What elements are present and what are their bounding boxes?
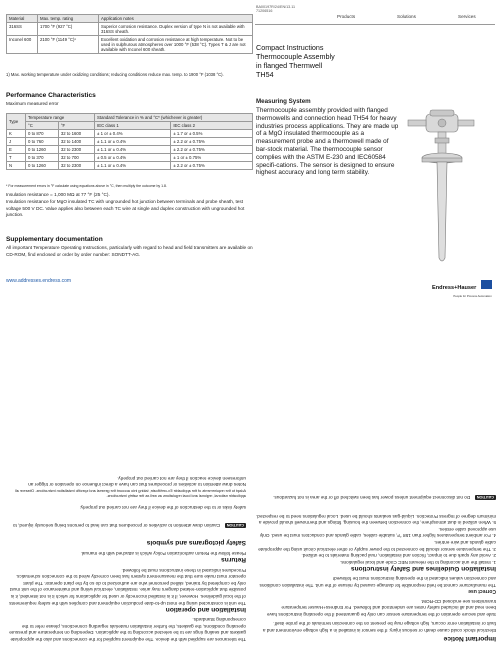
insulation-text-1: Insulation resistance = 1,000 MΩ at 77 °F (25 °C). (6, 192, 110, 197)
table-cell: 0 to 1260 (26, 162, 59, 170)
table-cell: 2100 °F (1149 °C)¹ (38, 36, 99, 54)
rotated-left-column (256, 491, 496, 642)
table-cell: ± 2.2 or ± 0.75% (171, 162, 253, 170)
table-header: Type (7, 114, 26, 130)
table-cell: 32 to 2300 (58, 146, 94, 154)
table-cell: 0 to 370 (26, 154, 59, 162)
table-cell: 1700 °F (927 °C) (38, 23, 99, 36)
table-header-row (7, 114, 253, 122)
mirrored-certificate-text: Adapt to the requirements of the applicable Ex-certificate, taking into account the general and specific installation instructions. Observe all applicable national, regional and local regulations as well as the safety instructions. (15, 489, 246, 499)
doc-id: BA00197R/24/EN/13.11 71206516 (256, 5, 296, 14)
brand-logo (432, 276, 492, 298)
table-cell: ± 1.7 or ± 0.5% (171, 130, 253, 138)
supplementary-title: Supplementary documentation (6, 236, 103, 243)
materials-footnote: 1) Max. working temperature under oxidizing conditions; reducing conditions reduce max. temp. to 1900 °F (1038 °C). (6, 72, 224, 77)
installation-title: Installation Guidelines and Safety instructions (350, 564, 496, 572)
table-subheader: °F (58, 122, 94, 130)
important-notice-text: Electrical shock could cause death or serious injury. If the sensor is installed in a high voltage environment and a fault or installation error occurs, high voltage may be present on the connection terminals of the probe itself. (262, 621, 496, 633)
table-row (7, 154, 253, 162)
table-header: Temperature range (26, 114, 95, 122)
rotated-right-column (6, 474, 246, 642)
table-subheader: IEC class 2 (171, 122, 253, 130)
table-subheader: °C (26, 122, 59, 130)
table-cell: ± 1 or ± 0.75% (171, 154, 253, 162)
install-item: 4. For ambient temperatures higher than 158 °F, suitable cables, cable glands and conductors must be used. Only use approved cable entries. (259, 526, 496, 539)
caution-badge: CAUTION (476, 495, 494, 500)
install-item: 3. The temperature sensor should be connected to the power supply or other electrical circuit using the appropriate cable glands and wire entries. (258, 540, 496, 552)
table-cell: 0 to 760 (26, 138, 59, 146)
logo-wordmark: Endress+Hauser (432, 285, 477, 291)
table-row (7, 162, 253, 170)
safety-pictograms-title: Safety pictograms and symbols (146, 539, 246, 547)
nav-solutions[interactable]: Solutions (397, 14, 416, 19)
installation-operation-text: The unit is constructed using the most up-to-date production equipment and complies with the safety requirements of the local guidelines. However, if it is installed incorrectly or used for applications for which it is not intended, it is possible that application-related dangers may arise. Installation, electrical wiring and maintenance of the unit must only be completed by trained, skilled personnel who are authorized to do so by the plant operator. The plant operator must make sure that the measurement system has been correctly wired to the connection schematics. Procedures indicated in these instructions must be followed. (9, 567, 246, 606)
title-line-1: Compact Instructions (256, 43, 324, 52)
table-header: Standard Tolerance in % and °C* (whichever is greater) (95, 114, 253, 122)
table-cell: J (7, 138, 26, 146)
returns-title: Returns (221, 556, 246, 564)
table-cell: Inconel 600 (7, 36, 38, 54)
operating-text: Safe and secure operation of the temperature sensor can only be guaranteed if the operating instructions have been read and all included safety notes are understood and followed. For Endress+Hauser temperature transmitters see enclosed CD-ROM. (266, 598, 496, 617)
install-item: 1. Install the unit according to the relevant NEC Code and local regulations. (339, 559, 496, 565)
nav-services[interactable]: Services (458, 14, 476, 19)
install-item: 2. Avoid any spark due to impact, friction and installation, mail packing materials to be utilized. (301, 553, 496, 559)
caution-text: Do not disconnect equipment unless power has been switched off or the area is not hazardous. (273, 495, 471, 501)
title-line-2: Thermocouple Assembly (256, 52, 335, 61)
table-cell: 32 to 2300 (58, 162, 94, 170)
important-notice-title: Important Notice (443, 635, 496, 642)
table-cell: ± 1.1 or ± 0.4% (95, 162, 171, 170)
table-cell: 0 to 870 (26, 130, 59, 138)
returns-text: Please follow the Return authorization Policy which is attached with the manual. (80, 551, 246, 557)
supplementary-text: All important Temperature Operating Instructions, particularly with regard to head and field transmitters are available on CD-ROM, find enclosed or order by order number: SONDTT-AG. (6, 245, 253, 257)
insulation-text-2: Insulation resistance for MgO insulated TC with ungrounded hot junction between terminals and probe sheath, test voltage 500 V DC. Value applies also between each TC wire at single and duplex construction with ungrounded hot junction. (6, 199, 245, 218)
nav-products[interactable]: Products (337, 14, 356, 19)
standards-text: The tolerances are supplied with the device. The equipment supplied for the connections and also the appropriate gaskets and sealing rings are to be selected according to the application. Depending on temperature and pressure operating conditions, the gaskets, the further installation materials regarding connections, please refer to the corresponding Standards. (9, 617, 246, 642)
installation-operation-title: Installation and operation (165, 605, 246, 613)
table-cell: ± 1 or ± 0.4% (95, 130, 171, 138)
table-cell: ± 1.1 or ± 0.4% (95, 146, 171, 154)
table-cell: ± 0.5 or ± 0.4% (95, 154, 171, 162)
table-cell: ± 1.1 or ± 0.4% (95, 138, 171, 146)
caution-row (256, 491, 496, 509)
notes-text: Notes draw attention to activities or procedures that can have a direct influence on operation or trigger an unforeseen device reaction if they are not carried out properly. (28, 475, 246, 488)
table-cell: Superior corrosion resistance. Duplex version of type N is not available with 316SS sheath. (99, 23, 253, 36)
table-cell: E (7, 146, 26, 154)
table-cell: K (7, 130, 26, 138)
table-cell: N (7, 162, 26, 170)
table-cell: 316SS (7, 23, 38, 36)
table-header: Max. temp. rating (38, 15, 99, 23)
table-row (7, 130, 253, 138)
table-cell: 32 to 1400 (58, 138, 94, 146)
caution-badge: CAUTION (226, 523, 244, 528)
install-item: 5. When utilized in dust atmosphere, the connection between the housing, fittings and thermowell should provide a minimum degree of Ingress Protection. Liquid-gas sealants should be used. Local regulations need to be respected. (256, 513, 496, 526)
materials-table (6, 14, 253, 54)
table-cell: ± 2.2 or ± 0.75% (171, 146, 253, 154)
table-row (7, 138, 253, 146)
caution-text: Caution draw attention to activities or procedures that can lead to persons being seriously injured, to safety risks or to the destruction of the device if they are not carried out properly. (12, 505, 246, 529)
performance-title: Performance Characteristics (6, 92, 96, 99)
table-subheader-row (7, 122, 253, 130)
measuring-system-heading: Measuring System (256, 98, 311, 105)
header-divider (255, 24, 495, 25)
table-row (7, 146, 253, 154)
title-line-3: in flanged Thermwell (256, 61, 323, 70)
logo-tagline: People for Process Automation (453, 294, 492, 298)
table-cell: Excellent oxidation and corrosion resistance at high temperature. Not to be used in sulphurous atmospheres over 1000 °F (538 °C). Types T & J are not available with Inconel 600 sheath. (99, 36, 253, 54)
caution-row (6, 501, 246, 537)
performance-footnote: * For measurement errors in °F calculate using equations above in °C, then multiply the outcome by 1.8. (6, 184, 167, 188)
logo-mark-icon (481, 280, 492, 289)
title-line-4: TH54 (256, 70, 274, 79)
performance-subtitle: Maximum measured error (6, 101, 59, 106)
table-header: Material (7, 15, 38, 23)
table-row (7, 36, 253, 54)
table-row (7, 23, 253, 36)
measuring-system-text: Thermocouple assembly provided with flanged thermowells and connection head TH54 for heavy industries process applications. They are made up of a MgO insulated thermocouple as a measurement probe and a thermowell made of bar-stock material. The thermocouple sensor complies with the ASTM E-230 and IEC60584 specifi-cations. The sensor is designed to ensure highest accuracy and long term stability. (256, 107, 399, 177)
addresses-link[interactable]: www.addresses.endress.com (6, 278, 72, 284)
correct-use-title: Correct use (468, 588, 496, 595)
thermocouple-assembly-illustration (402, 108, 482, 268)
correct-use-text: The manufacturer cannot be held responsible for damage caused by misuse of the unit. The installation conditions and connection values indicated in the operating instructions must be followed! (259, 576, 496, 589)
table-header: Application notes (99, 15, 253, 23)
table-cell: ± 2.2 or ± 0.75% (171, 138, 253, 146)
table-header-row (7, 15, 253, 23)
performance-table (6, 113, 253, 170)
table-cell: 32 to 1600 (58, 130, 94, 138)
rotated-page-half (0, 318, 502, 648)
table-subheader: IEC class 1 (95, 122, 171, 130)
table-cell: 32 to 700 (58, 154, 94, 162)
table-cell: 0 to 1260 (26, 146, 59, 154)
table-cell: T (7, 154, 26, 162)
